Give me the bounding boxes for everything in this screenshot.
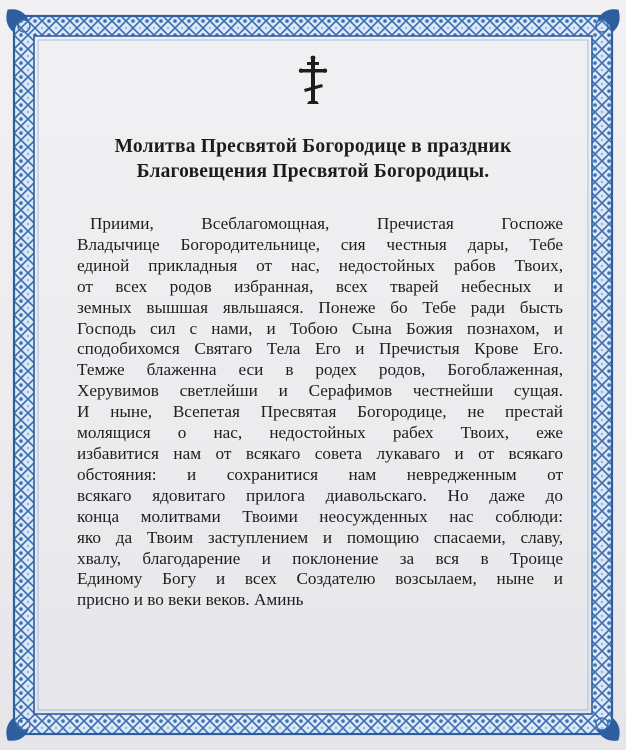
prayer-title — [60, 134, 566, 184]
prayer-line: земных вышшая явльшаяся. Понеже бо Тебе ради бысть — [77, 297, 563, 317]
prayer-line: Господь сил с нами, и Тобою Сына Божия познахом, и — [77, 318, 563, 338]
prayer-line: от всех родов избранная, всех тварей небесных и — [77, 276, 563, 296]
prayer-line: молящися о нас, недостойных рабех Твоих, еже — [77, 423, 563, 443]
prayer-line: сподобихомся Святаго Тела Его и Пречистыя Крове Его. — [77, 339, 563, 359]
prayer-line: Темже блаженна еси в родех родов, Богоблаженная, — [77, 360, 563, 380]
prayer-line: И ныне, Всепетая Пресвятая Богородице, не престай — [77, 402, 563, 422]
prayer-line: конца молитвами Твоими неосужденных нас соблюди: — [77, 506, 563, 526]
prayer-line: хвалу, благодарение и поклонение за вся в Троице — [77, 548, 563, 568]
prayer-line: Единому Богу и всех Создателю возсылаем, ныне и — [77, 569, 563, 589]
orthodox-cross-icon — [298, 55, 328, 105]
prayer-text — [77, 214, 563, 611]
prayer-line: Приими, Всеблагомощная, Пречистая Госпоже — [90, 214, 563, 233]
title-line: Молитва Пресвятой Богородице в праздник — [114, 136, 512, 157]
prayer-line: избавитися нам от всякаго совета лукаваго и от всякаго — [77, 443, 563, 463]
title-line: Благовещения Пресвятой Богородицы. — [136, 161, 490, 182]
prayer-line: яко да Твоим заступлением и помощию спасаеми, славу, — [77, 527, 563, 547]
prayer-line: всякаго ядовитаго прилога диавольскаго. Но даже до — [77, 485, 563, 505]
prayer-line: единой прикладныя от нас, недостойных рабов Твоих, — [77, 255, 563, 275]
prayer-line: Херувимов светлейши и Серафимов честнейши сущая. — [77, 381, 563, 401]
prayer-line: Владычице Богородительнице, сия честныя дары, Тебе — [77, 234, 563, 254]
prayer-line: присно и во веки веков. Аминь — [77, 590, 304, 610]
prayer-line: обстояния: и сохранитися нам невредженным от — [77, 464, 563, 484]
